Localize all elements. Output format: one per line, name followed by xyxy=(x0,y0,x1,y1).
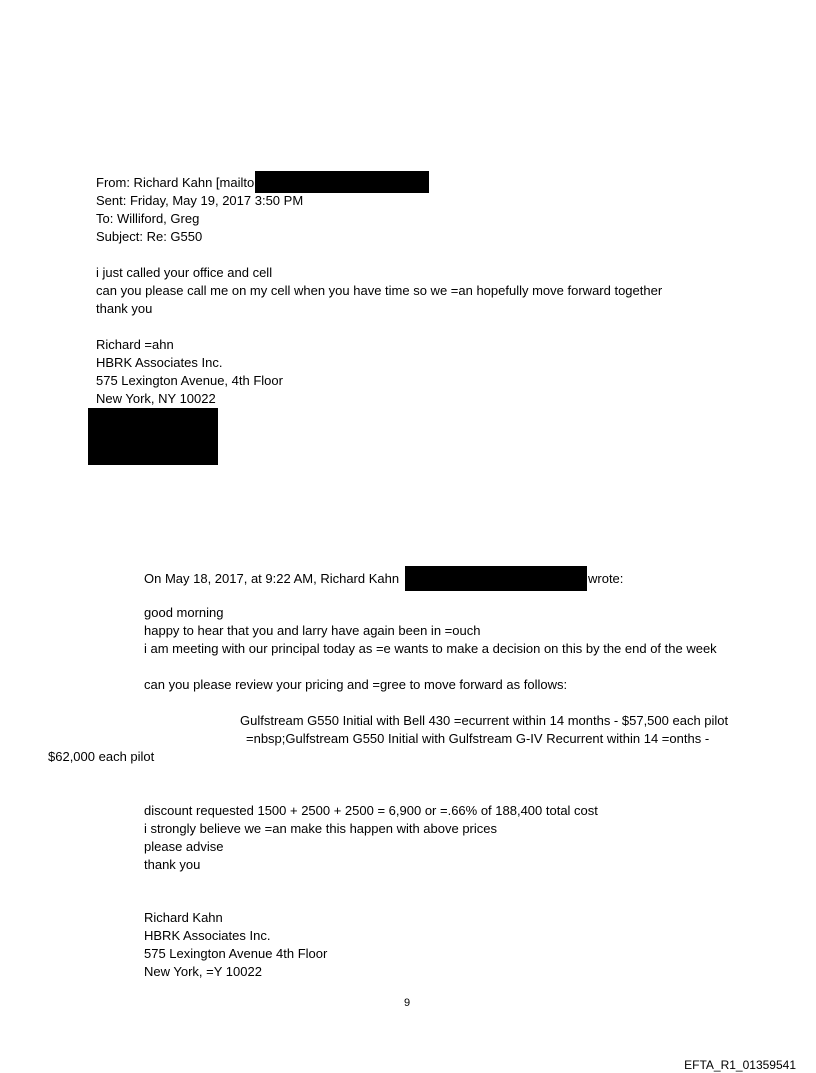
quoted-line: discount requested 1500 + 2500 + 2500 = 6,900 or =.66% of 188,400 total cost xyxy=(144,803,598,818)
quoted-line: happy to hear that you and larry have again been in =ouch xyxy=(144,623,481,638)
quoted-signature-address: 575 Lexington Avenue 4th Floor xyxy=(144,946,328,961)
quoted-intro: On May 18, 2017, at 9:22 AM, Richard Kahn xyxy=(144,571,400,586)
quoted-line: i strongly believe we =an make this happen with above prices xyxy=(144,821,498,836)
message-line: can you please call me on my cell when you have time so we =an hopefully move forward together xyxy=(96,283,663,298)
quoted-line: i am meeting with our principal today as =e wants to make a decision on this by the end of the week xyxy=(144,641,717,656)
page-number: 9 xyxy=(404,997,411,1009)
quoted-signature-name: Richard Kahn xyxy=(144,910,223,925)
pricing-item-1: Gulfstream G550 Initial with Bell 430 =ecurrent within 14 months - $57,500 each pilot xyxy=(240,713,729,728)
quoted-signature-city: New York, =Y 10022 xyxy=(144,964,262,979)
redaction-signature-block xyxy=(88,408,218,465)
quoted-line: good morning xyxy=(144,605,224,620)
signature-address: 575 Lexington Avenue, 4th Floor xyxy=(96,373,283,388)
document-id: EFTA_R1_01359541 xyxy=(684,1058,796,1072)
to-line: To: Williford, Greg xyxy=(96,211,200,226)
quoted-line: please advise xyxy=(144,839,224,854)
signature-name: Richard =ahn xyxy=(96,337,174,352)
quoted-intro-wrote: wrote: xyxy=(588,571,624,586)
sent-line: Sent: Friday, May 19, 2017 3:50 PM xyxy=(96,193,304,208)
redaction-email-quoted xyxy=(405,566,587,591)
subject-line: Subject: Re: G550 xyxy=(96,229,203,244)
pricing-item-2: =nbsp;Gulfstream G550 Initial with Gulfstream G-IV Recurrent within 14 =onths - xyxy=(246,731,710,746)
quoted-line: thank you xyxy=(144,857,201,872)
signature-company: HBRK Associates Inc. xyxy=(96,355,223,370)
message-line: thank you xyxy=(96,301,153,316)
redaction-email-header xyxy=(255,171,429,193)
pricing-item-2-wrap: $62,000 each pilot xyxy=(48,749,155,764)
quoted-request: can you please review your pricing and =gree to move forward as follows: xyxy=(144,677,568,692)
from-line: From: Richard Kahn [mailto xyxy=(96,175,255,190)
message-line: i just called your office and cell xyxy=(96,265,273,280)
quoted-signature-company: HBRK Associates Inc. xyxy=(144,928,271,943)
signature-city: New York, NY 10022 xyxy=(96,391,216,406)
